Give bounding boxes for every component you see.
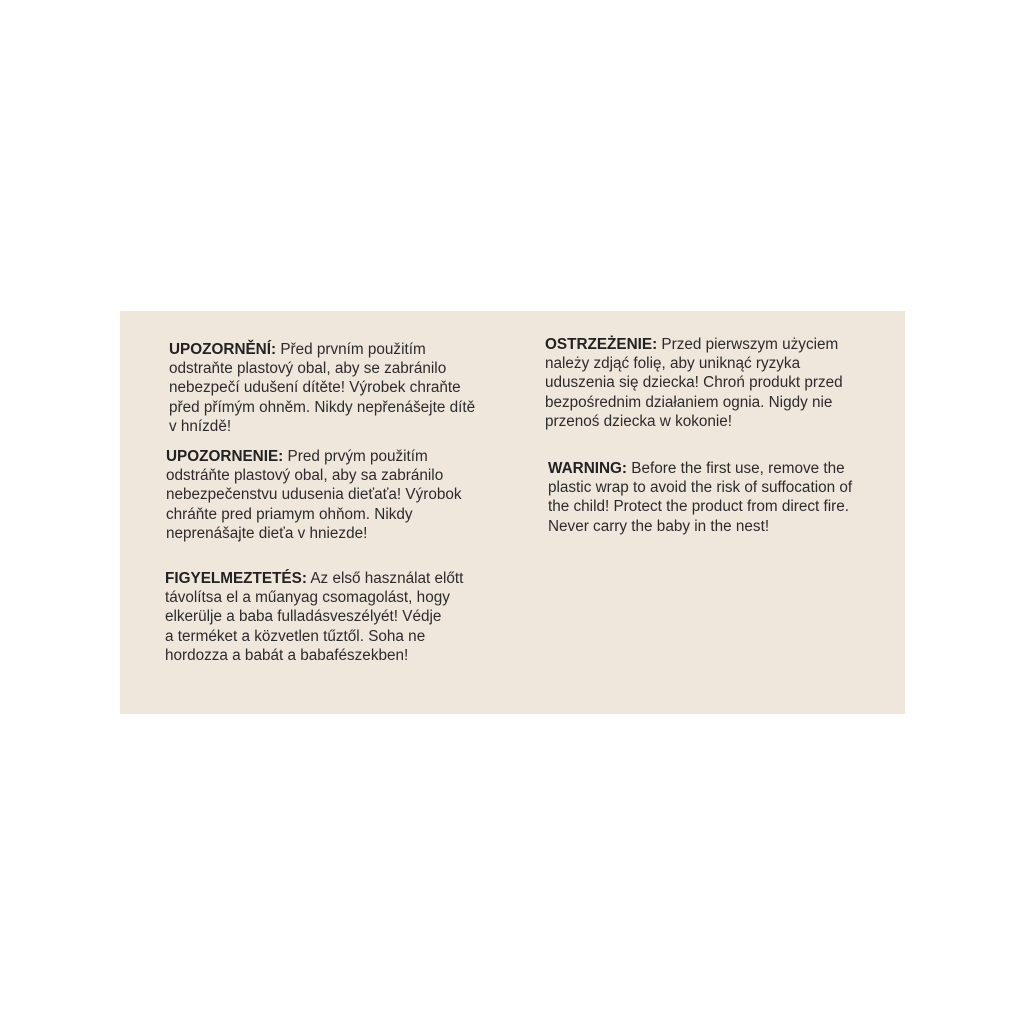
warning-english-line: Never carry the baby in the nest! <box>548 517 770 535</box>
warning-polish-heading: OSTRZEŻENIE: <box>545 336 658 353</box>
warning-hungarian-heading: FIGYELMEZTETÉS: <box>165 570 307 587</box>
warning-czech-line: nebezpečí udušení dítěte! Výrobek chraňte <box>169 379 461 397</box>
warning-czech-line: Před prvním použitím <box>276 341 426 358</box>
warning-english-heading: WARNING: <box>548 460 628 477</box>
warning-polish-line: należy zdjąć folię, aby uniknąć ryzyka <box>545 355 801 373</box>
warning-czech <box>169 340 509 436</box>
warning-polish-line: uduszenia się dziecka! Chroń produkt przed <box>545 374 843 392</box>
warning-polish-line: bezpośrednim działaniem ognia. Nigdy nie <box>545 393 833 411</box>
warning-slovak-heading: UPOZORNENIE: <box>166 448 284 465</box>
warning-polish <box>545 335 885 431</box>
warning-czech-heading: UPOZORNĚNÍ: <box>169 341 277 358</box>
warning-english-line: the child! Protect the product from direct fire. <box>548 498 849 516</box>
warning-polish-line: Przed pierwszym użyciem <box>657 336 839 353</box>
warning-slovak <box>166 447 506 543</box>
warning-slovak-line: neprenášajte dieťa v hniezde! <box>166 524 368 542</box>
warning-czech-line: odstraňte plastový obal, aby se zabránilo <box>169 360 447 378</box>
warning-czech-line: v hnízdě! <box>169 417 232 435</box>
warning-slovak-line: odstráňte plastový obal, aby sa zabránilo <box>166 467 444 485</box>
warning-hungarian-line: távolítsa el a műanyag csomagolást, hogy <box>165 589 450 607</box>
warning-czech-line: před přímým ohněm. Nikdy nepřenášejte dítě <box>169 398 476 416</box>
warning-english-line: plastic wrap to avoid the risk of suffocation of <box>548 479 853 497</box>
warning-english <box>548 459 898 536</box>
warning-label-card <box>120 311 905 714</box>
warning-hungarian-line: elkerülje a baba fulladásveszélyét! Védje <box>165 608 442 626</box>
warning-polish-line: przenoś dziecka w kokonie! <box>545 412 733 430</box>
warning-slovak-line: nebezpečenstvu udusenia dieťaťa! Výrobok <box>166 486 462 504</box>
warning-english-line: Before the first use, remove the <box>627 460 845 477</box>
warning-hungarian-line: Az első használat előtt <box>306 570 464 587</box>
warning-hungarian <box>165 569 505 665</box>
warning-hungarian-line: hordozza a babát a babafészekben! <box>165 646 409 664</box>
warning-slovak-line: chráňte pred priamym ohňom. Nikdy <box>166 505 413 523</box>
warning-slovak-line: Pred prvým použitím <box>283 448 428 465</box>
warning-hungarian-line: a terméket a közvetlen tűztől. Soha ne <box>165 627 426 645</box>
